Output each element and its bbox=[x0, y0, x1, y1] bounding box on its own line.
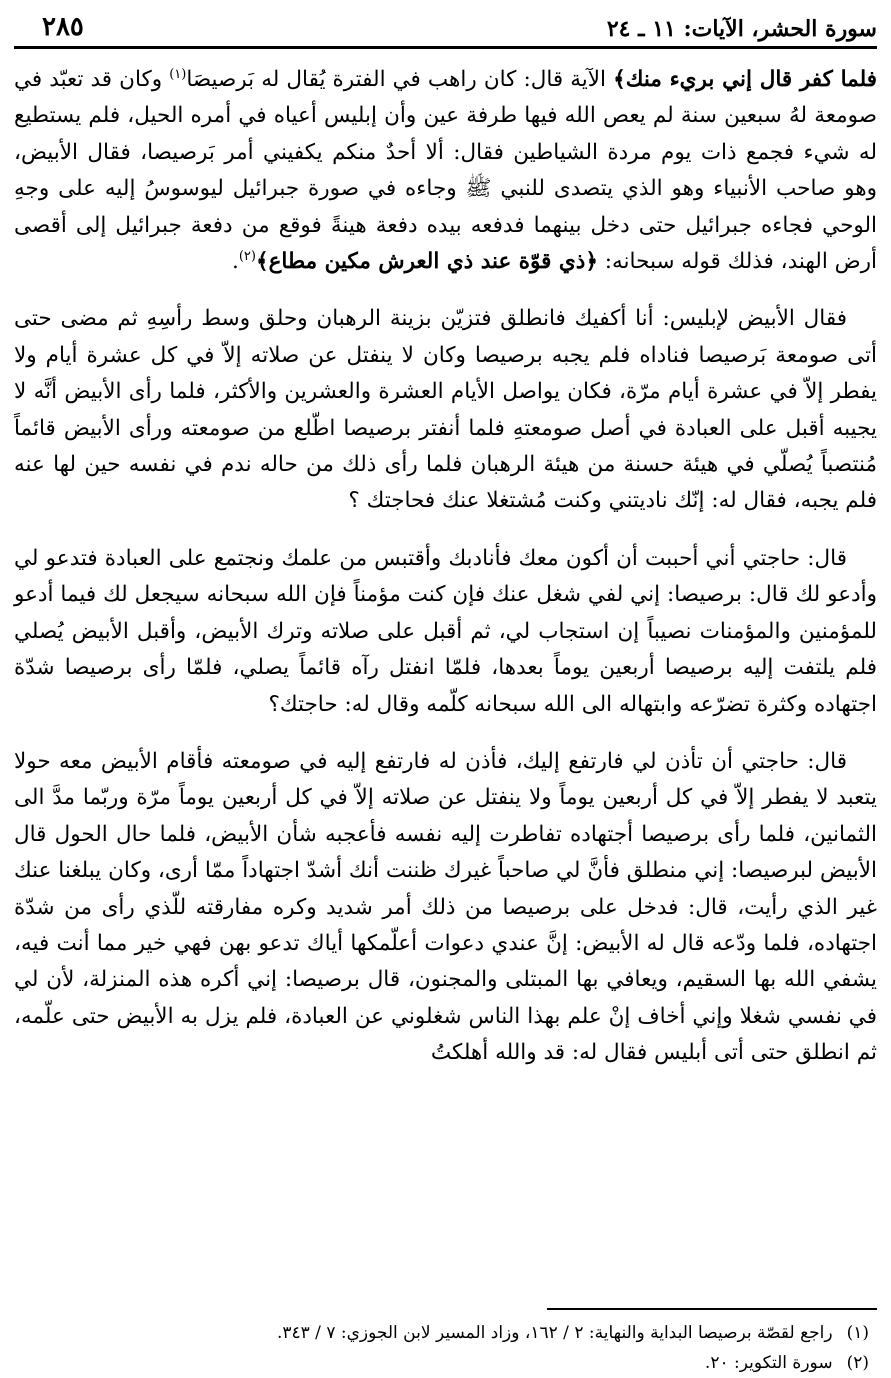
quran-quote: ﴿ذي قوّة عند ذي العرش مكين مطاع﴾ bbox=[255, 249, 598, 275]
page-number: ٢٨٥ bbox=[42, 12, 84, 42]
header-divider bbox=[14, 46, 877, 49]
main-text bbox=[14, 62, 877, 1093]
footnotes bbox=[14, 1318, 877, 1378]
paragraph-text: . bbox=[232, 249, 239, 275]
footnote-divider bbox=[547, 1308, 877, 1310]
footnote bbox=[14, 1348, 877, 1378]
paragraph: قال: حاجتي أن تأذن لي فارتفع إليك، فأذن له فارتفع إليه في صومعته فأقام الأبيض معه حولا يتعبد لا يفطر إلاّ في كل أربعين يوماً ولا ينفتل عن صلاته إلاّ في كل أربعين يوماً مرّة وربّما مدَّ الى الثمانين، فلما رأى برصيصا أجتهاده تفاطرت إليه نفسه فأعجبه شأن الأبيض، فلما حال الحول قال الأبيض لبرصيصا: إني منطلق فأنَّ لي صاحباً غيرك ظننت أنك أشدّ اجتهاداً ممّا أرى، وكان يبلغنا عنك غير الذي رأيت، قال: فدخل على برصيصا من ذلك أمر شديد وكره مفارقته للّذي رأى من شدّة اجتهاده، فلما ودّعه قال له الأبيض: إنَّ عندي دعوات أعلّمكها أياك تدعو بهن فهي خير مما أنت فيه، يشفي الله بها السقيم، ويعافي بها المبتلى والمجنون، قال برصيصا: إني أكره هذه المنزلة، لأن لي في نفسي شغلا وإني أخاف إنْ علم بهذا الناس شغلوني عن العبادة، فلم يزل به الأبيض حتى علّمه، ثم انطلق حتى أتى أبليس فقال له: قد والله أهلكتُ bbox=[14, 748, 877, 1066]
paragraph: قال: حاجتي أني أحببت أن أكون معك فأنادبك وأقتبس من علمك ونجتمع على العبادة فتدعو لي وأدعو لك قال: برصيصا: إني لفي شغل عنك فإن كنت مؤمناً فإن الله سبحانه سيجعل لك فيما أدعو للمؤمنين والمؤمنات نصيباً إن استجاب لي، ثم أقبل على صلاته وترك الأبيض، وأقبل الأبيض يُصلي فلم يلتفت إليه برصيصا أربعين يوماً بعدها، فلمّا انفتل رآه قائماً يصلي، فلمّا رأى برصيصا شدّة اجتهاده وكثرة تضرّعه وابتهاله الى الله سبحانه كلّمه وقال له: حاجتك؟ bbox=[14, 545, 877, 717]
footnote-text: سورة التكوير: ٢٠. bbox=[704, 1353, 833, 1373]
footnote-marker: (١) bbox=[169, 66, 187, 82]
footnote-marker: (٢) bbox=[238, 248, 256, 264]
running-title: سورة الحشر، الآيات: ١١ ـ ٢٤ bbox=[606, 16, 877, 42]
footnote-number: (١) bbox=[846, 1323, 869, 1343]
page-header bbox=[14, 8, 877, 42]
paragraph-text: وكان قد تعبّد في صومعة لهُ سبعين سنة لم يعص الله فيها طرفة عين وأن إبليس أعياه في أمره الحيل، فلم يستطيع له شيء فجمع ذات يوم مردة الشياطين فقال: ألا أحدٌ منكم يكفيني أمر بَرصيصا، فقال الأبيض، وهو صاحب الأنبياء وهو الذي يتصدى للنبي ﷺ وجاءه في صورة جبرائيل ليوسوسُ إليه على وجهِ الوحي فجاءه جبرائيل حتى دخل بينهما فدفعه بيده دفعة هينةً فوقع من دفعة جبرائيل إلى أقصى أرض الهند، فذلك قوله سبحانه: bbox=[14, 67, 877, 275]
footnote-text: راجع لقصّة برصيصا البداية والنهاية: ٢ / ١٦٢، وزاد المسير لابن الجوزي: ٧ / ٣٤٣. bbox=[276, 1323, 833, 1343]
footnote bbox=[14, 1318, 877, 1348]
paragraph: فقال الأبيض لإبليس: أنا أكفيك فانطلق فتزيّن بزينة الرهبان وحلق وسط رأسِهِ ثم مضى حتى أتى صومعة بَرصيصا فناداه فلم يجبه برصيصا وكان لا ينفتل عن صلاته إلاّ في كل عشرة أيام ولا يفطر إلاّ في عشرة أيام مرّة، فكان يواصل الأيام العشرة والعشرين والأكثر، فلما رأى الأبيض أنَّه لا يجيبه أقبل على العبادة في أصل صومعتهِ فلما أنفتر برصيصا اطّلع من صومعته ورأى الأبيض قائماً مُنتصباً يُصلّي في هيئة حسنة من هيئة الرهبان فلما رأى ذلك من حاله ندم في نفسه حين لها عنه فلم يجبه، فقال له: إنّك ناديتني وكنت مُشتغلا عنك فحاجتك ؟ bbox=[14, 306, 877, 514]
quran-quote: فلما كفر قال إني بريء منك﴾ bbox=[613, 67, 878, 92]
footnote-number: (٢) bbox=[846, 1353, 869, 1373]
paragraph-text: الآية قال: كان راهب في الفترة يُقال له بَرصيصَا bbox=[186, 67, 614, 92]
paragraph bbox=[14, 62, 877, 280]
